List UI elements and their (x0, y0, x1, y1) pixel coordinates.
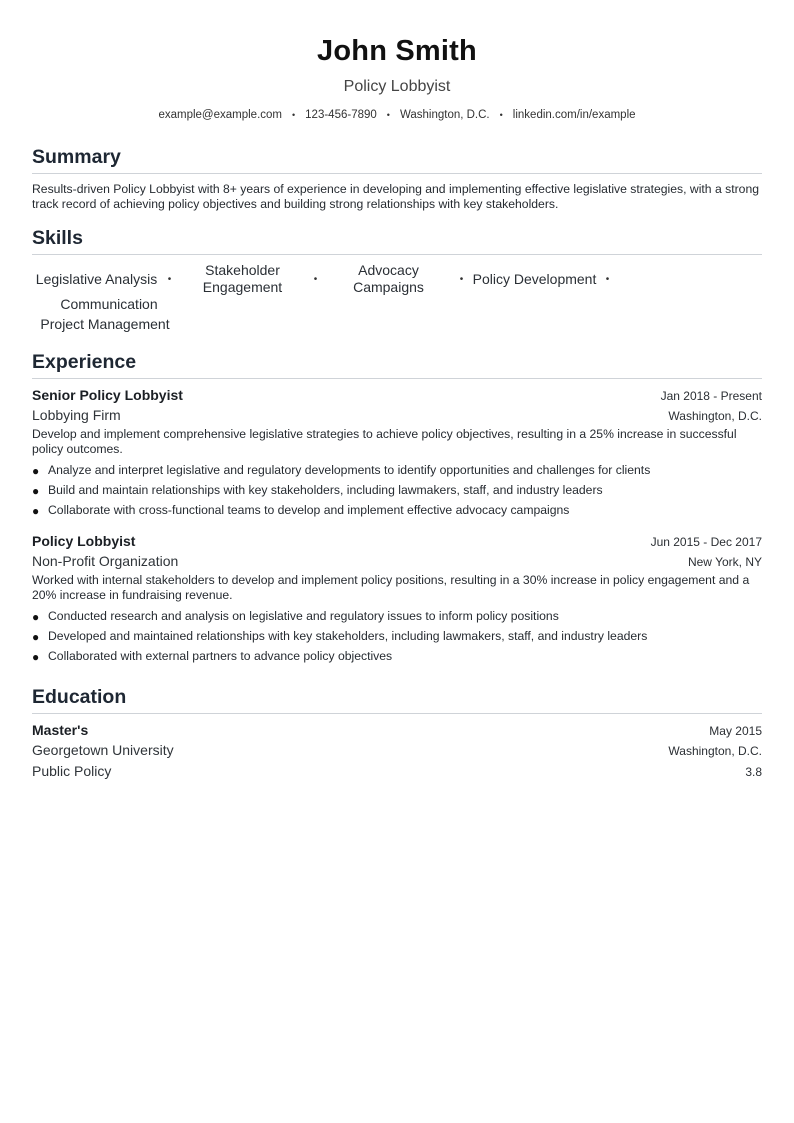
resume-header (32, 32, 762, 123)
contact-separator: • (386, 110, 390, 120)
bullet-text: Conducted research and analysis on legislative and regulatory issues to inform policy positions (48, 609, 559, 623)
bullet-icon: ● (32, 610, 40, 624)
bullet-text: Collaborate with cross-functional teams to develop and implement effective advocacy campaigns (48, 503, 570, 517)
job-description: Worked with internal stakeholders to develop and implement policy positions, resulting in a 30% increase in policy engagement and a 20% increase in fundraising revenue. (32, 573, 750, 602)
bullet-text: Developed and maintained relationships with key stakeholders, including lawmakers, staff, and industry leaders (48, 629, 648, 643)
experience-heading: Experience (32, 351, 137, 373)
job-company-row (32, 551, 762, 572)
job-bullets (32, 606, 762, 666)
skills-list (32, 262, 762, 313)
list-item (32, 606, 762, 626)
job-header-row (32, 531, 762, 551)
education-field-row (32, 761, 762, 782)
list-item (32, 626, 762, 646)
education-degree: Master's (32, 722, 89, 738)
contact-linkedin[interactable]: linkedin.com/in/example (512, 109, 636, 121)
bullet-icon: ● (32, 650, 40, 664)
job-location: New York, NY (687, 555, 762, 569)
job-title: Policy Lobbyist (32, 533, 136, 549)
list-item (32, 646, 762, 666)
skill-separator: • (167, 273, 172, 285)
bullet-text: Build and maintain relationships with key stakeholders, including lawmakers, staff, and industry leaders (48, 483, 603, 497)
bullet-icon: ● (32, 630, 40, 644)
education-field: Public Policy (32, 763, 112, 779)
skills-section (32, 225, 762, 333)
summary-section (32, 144, 762, 212)
list-item (32, 500, 762, 520)
section-divider (32, 378, 762, 379)
job-description: Develop and implement comprehensive legislative strategies to achieve policy objectives, resulting in a 25% increase in successful policy outcomes. (32, 427, 737, 456)
job-bullets (32, 460, 762, 520)
job-company-row (32, 405, 762, 426)
skill-item: Policy Development (472, 270, 597, 287)
list-item (32, 460, 762, 480)
education-date: May 2015 (709, 724, 762, 738)
section-divider (32, 173, 762, 174)
list-item (32, 480, 762, 500)
education-school-row (32, 740, 762, 761)
job-location: Washington, D.C. (668, 409, 762, 423)
contact-line (32, 107, 762, 123)
summary-text: Results-driven Policy Lobbyist with 8+ years of experience in developing and implementing effective legislative strategies, with a strong track record of achieving policy objectives and building strong relationships with key stakeholders. (32, 182, 760, 211)
job-header-row (32, 385, 762, 405)
bullet-text: Collaborated with external partners to advance policy objectives (48, 649, 393, 663)
education-gpa: 3.8 (745, 765, 762, 779)
contact-separator: • (499, 110, 503, 120)
skill-item: Project Management (40, 316, 170, 332)
education-section (32, 684, 762, 782)
skills-heading: Skills (32, 227, 83, 249)
bullet-text: Analyze and interpret legislative and regulatory developments to identify opportunities and challenges for clients (48, 463, 651, 477)
bullet-icon: ● (32, 484, 40, 498)
contact-email[interactable]: example@example.com (158, 109, 282, 121)
summary-heading: Summary (32, 146, 121, 168)
contact-phone[interactable]: 123-456-7890 (305, 109, 377, 121)
candidate-title: Policy Lobbyist (343, 78, 451, 95)
skill-item: Advocacy Campaigns (353, 262, 424, 295)
candidate-name: John Smith (317, 35, 477, 67)
bullet-icon: ● (32, 504, 40, 518)
job-company: Non-Profit Organization (32, 553, 179, 569)
skill-item: Legislative Analysis (35, 270, 158, 287)
skill-item: Communication (60, 296, 158, 312)
skill-separator: • (459, 273, 464, 285)
job-dates: Jan 2018 - Present (660, 389, 762, 403)
contact-separator: • (292, 110, 296, 120)
skill-item: Stakeholder Engagement (202, 262, 283, 295)
education-location: Washington, D.C. (668, 744, 762, 758)
job-title: Senior Policy Lobbyist (32, 387, 183, 403)
education-school: Georgetown University (32, 742, 174, 758)
section-divider (32, 254, 762, 255)
education-entry (32, 720, 762, 782)
job-entry (32, 385, 762, 520)
experience-section (32, 349, 762, 666)
section-divider (32, 713, 762, 714)
education-degree-row (32, 720, 762, 740)
job-entry (32, 531, 762, 666)
job-dates: Jun 2015 - Dec 2017 (650, 535, 762, 549)
bullet-icon: ● (32, 464, 40, 478)
skill-separator: • (605, 273, 610, 285)
education-heading: Education (32, 686, 127, 708)
contact-location: Washington, D.C. (399, 109, 490, 121)
skills-list-row-2 (32, 316, 762, 333)
job-company: Lobbying Firm (32, 407, 121, 423)
skill-separator: • (313, 273, 318, 285)
